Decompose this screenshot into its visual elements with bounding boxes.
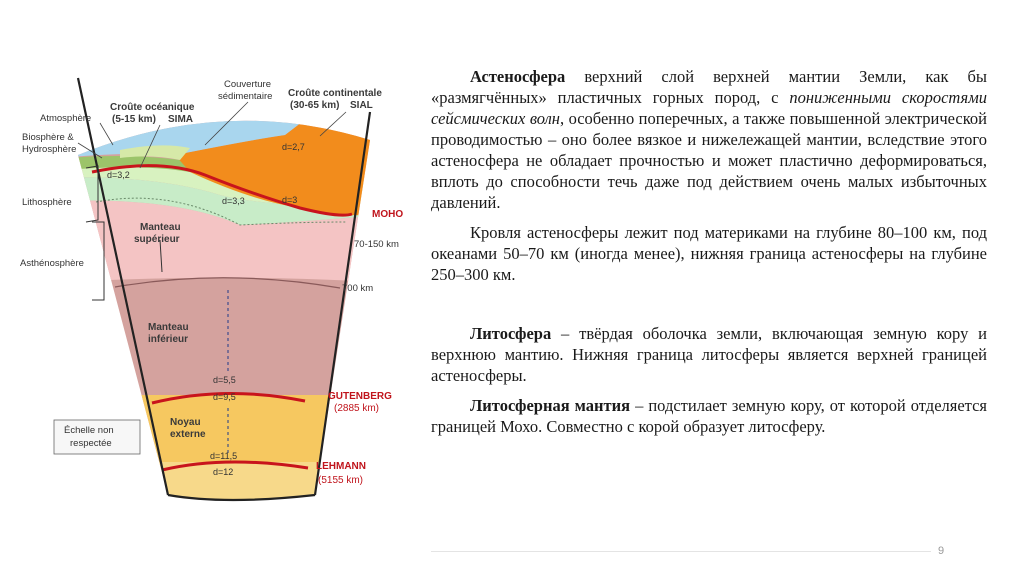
label-depth-70-150: 70-150 km (354, 239, 399, 250)
label-continental-3: SIAL (350, 100, 373, 111)
label-atmosphere: Atmosphère (40, 113, 92, 124)
label-oceanic-2: (5-15 km) (112, 114, 156, 125)
density-11-5: d=11,5 (210, 451, 238, 461)
label-upper-mantle-1: Manteau (140, 222, 181, 233)
label-gutenberg-depth: (2885 km) (334, 403, 380, 414)
density-2-7: d=2,7 (282, 142, 305, 152)
footer-divider (431, 551, 931, 552)
paragraph-asthenosphere-depth: Кровля астеносферы лежит под материками на глубине 80–100 км, под океанами 50–70 км (иногда менее), нижняя граница астеносферы на глубине 250–300 км. (431, 223, 987, 284)
scale-note-1: Échelle non (64, 425, 114, 436)
p3-text: – твёрдая оболочка земли, включающая земную кору и верхнюю мантию. Нижняя граница литосферы является верхней границей астеносферы. (431, 324, 987, 385)
density-12: d=12 (213, 467, 234, 477)
label-lower-mantle-1: Manteau (148, 322, 189, 333)
label-lehmann-depth: (5155 km) (318, 475, 364, 486)
label-gutenberg: GUTENBERG (328, 391, 392, 402)
term-lithospheric-mantle: Литосферная мантия (470, 396, 631, 415)
paragraph-lithospheric-mantle (431, 395, 987, 437)
paragraph-asthenosphere (431, 66, 987, 213)
density-3-2: d=3,2 (107, 170, 130, 180)
density-3: d=3 (282, 195, 298, 205)
term-asthenosphere: Астеносфера (470, 67, 566, 86)
label-asthenosphere: Asthénosphère (20, 258, 84, 269)
term-lithosphere: Литосфера (470, 324, 552, 343)
density-9-5: d=9,5 (213, 392, 236, 402)
label-continental-1: Croûte continentale (288, 88, 382, 99)
label-depth-700: 700 km (342, 283, 374, 294)
label-moho: MOHO (372, 209, 404, 220)
scale-note-2: respectée (70, 438, 112, 449)
p1-italic: пониженными скоростями сейсмических волн (431, 88, 987, 128)
label-biosphere-2: Hydrosphère (22, 144, 77, 155)
label-lehmann: LEHMANN (316, 461, 366, 472)
p4-text: – подстилает земную кору, от которой отделяется границей Мохо. Совместно с корой образует литосферу. (431, 396, 987, 436)
label-biosphere-1: Biosphère & (22, 132, 74, 143)
earth-structure-diagram (0, 0, 420, 574)
label-oceanic-3: SIMA (168, 114, 193, 125)
density-5-5: d=5,5 (213, 375, 236, 385)
label-continental-2: (30-65 km) (290, 100, 340, 111)
leader-atmosphere (100, 123, 113, 145)
label-outer-core-2: externe (170, 429, 206, 440)
paragraph-lithosphere (431, 323, 987, 386)
label-sediment-2: sédimentaire (218, 91, 273, 102)
page-number: 9 (938, 545, 945, 557)
density-3-3: d=3,3 (222, 196, 245, 206)
label-oceanic-1: Croûte océanique (110, 102, 195, 113)
p1-text-1: верхний слой верхней мантии Земли, как бы «размягчённых» пластичных горных пород, с (431, 67, 987, 107)
label-upper-mantle-2: supérieur (134, 234, 180, 245)
text-column (431, 66, 987, 446)
p1-text-2: , особенно поперечных, а также повышенной электрической проводимостью – оно более вязкое и нижележащей мантии, вследствие этого астеносфера не обладает прочностью и может пластично деформироваться, вплоть до способности течь даже под действием очень малых избыточных давлений. (431, 109, 988, 212)
label-lower-mantle-2: inférieur (148, 334, 189, 345)
label-outer-core-1: Noyau (170, 417, 201, 428)
label-sediment-1: Couverture (224, 79, 271, 90)
label-lithosphere: Lithosphère (22, 197, 72, 208)
